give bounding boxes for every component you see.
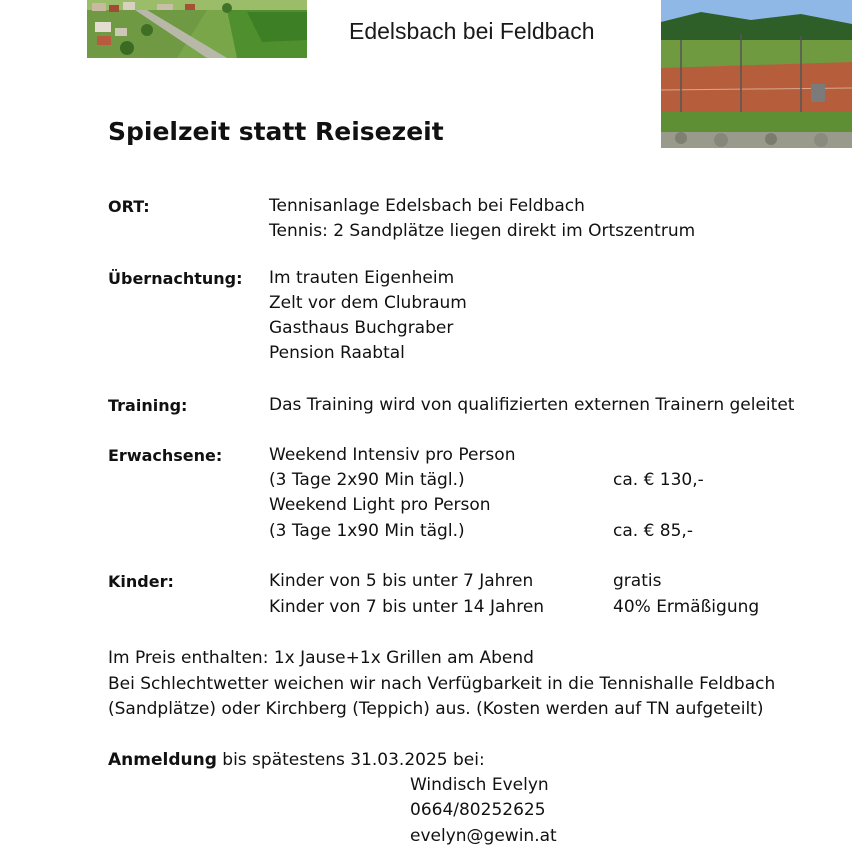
erwachsene-price: ca. € 85,-	[613, 521, 693, 541]
training-label: Training:	[108, 396, 188, 415]
erwachsene-line: Weekend Light pro Person	[269, 495, 491, 515]
contact-name: Windisch Evelyn	[410, 775, 549, 795]
kinder-label: Kinder:	[108, 572, 174, 591]
ort-label: ORT:	[108, 197, 150, 216]
registration-label: Anmeldung	[108, 750, 217, 770]
kinder-price: 40% Ermäßigung	[613, 597, 760, 617]
note-line: Bei Schlechtwetter weichen wir nach Verfügbarkeit in die Tennishalle Feldbach	[108, 674, 776, 694]
uebernachtung-line: Zelt vor dem Clubraum	[269, 293, 467, 313]
kinder-line: Kinder von 7 bis unter 14 Jahren	[269, 597, 545, 617]
uebernachtung-line: Im trauten Eigenheim	[269, 268, 455, 288]
village-aerial-photo	[87, 0, 307, 58]
tennis-court-photo	[661, 0, 852, 148]
erwachsene-line: Weekend Intensiv pro Person	[269, 445, 516, 465]
ort-line: Tennis: 2 Sandplätze liegen direkt im Ortszentrum	[269, 221, 696, 241]
erwachsene-line: (3 Tage 1x90 Min tägl.)	[269, 521, 465, 541]
uebernachtung-line: Pension Raabtal	[269, 343, 405, 363]
contact-email[interactable]: evelyn@gewin.at	[410, 826, 557, 846]
uebernachtung-label: Übernachtung:	[108, 269, 243, 288]
note-line: Im Preis enthalten: 1x Jause+1x Grillen am Abend	[108, 648, 534, 668]
registration-deadline: bis spätestens 31.03.2025 bei:	[216, 750, 485, 770]
ort-line: Tennisanlage Edelsbach bei Feldbach	[269, 196, 585, 216]
town-heading: Edelsbach bei Feldbach	[349, 18, 595, 44]
kinder-price: gratis	[613, 571, 662, 591]
uebernachtung-line: Gasthaus Buchgraber	[269, 318, 454, 338]
kinder-line: Kinder von 5 bis unter 7 Jahren	[269, 571, 534, 591]
contact-phone[interactable]: 0664/80252625	[410, 800, 546, 820]
erwachsene-line: (3 Tage 2x90 Min tägl.)	[269, 470, 465, 490]
page-title: Spielzeit statt Reisezeit	[108, 117, 444, 146]
training-line: Das Training wird von qualifizierten externen Trainern geleitet	[269, 395, 795, 415]
erwachsene-label: Erwachsene:	[108, 446, 223, 465]
registration-line	[108, 748, 485, 773]
erwachsene-price: ca. € 130,-	[613, 470, 704, 490]
note-line: (Sandplätze) oder Kirchberg (Teppich) aus. (Kosten werden auf TN aufgeteilt)	[108, 699, 764, 719]
